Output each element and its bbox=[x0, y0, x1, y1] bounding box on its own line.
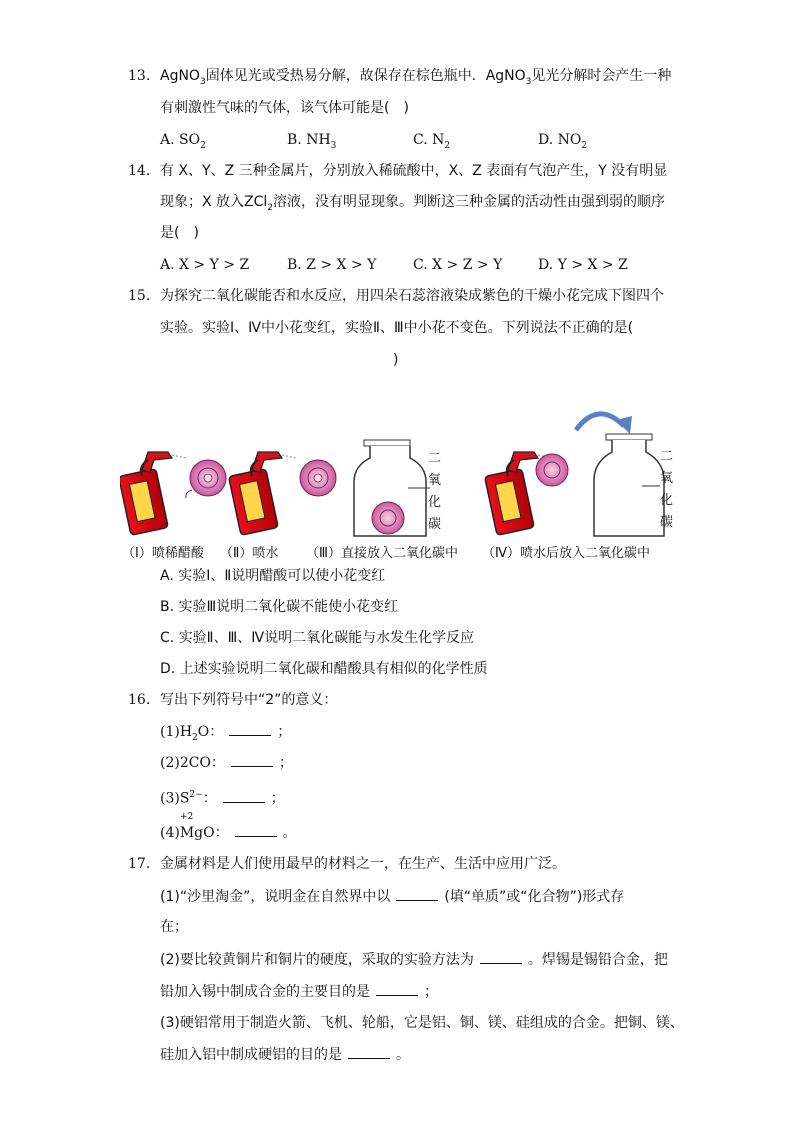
answer-blank[interactable] bbox=[480, 949, 522, 964]
q14-option-c[interactable]: C. X > Z > Y bbox=[413, 257, 503, 273]
gas-jar-icon bbox=[594, 434, 664, 536]
answer-blank[interactable] bbox=[223, 788, 265, 803]
q15-stem-line1: 为探究二氧化碳能否和水反应，用四朵石蕊溶液染成紫色的干燥小花完成下图四个 bbox=[160, 288, 664, 304]
q14-stem-line3: 是( ) bbox=[160, 225, 199, 241]
q14-option-a[interactable]: A. X > Y > Z bbox=[160, 257, 250, 273]
q15-option-b[interactable]: B. 实验Ⅲ说明二氧化碳不能使小花变红 bbox=[160, 599, 399, 615]
bottle-label-char: 碳 bbox=[428, 517, 442, 532]
bottle-label-char: 氧 bbox=[660, 471, 674, 486]
q14-option-d[interactable]: D. Y > X > Z bbox=[538, 257, 628, 273]
q15-option-d[interactable]: D. 上述实验说明二氧化碳和醋酸具有相似的化学性质 bbox=[160, 661, 488, 677]
question-number: 14. bbox=[128, 163, 151, 179]
q17-part1-line2: 在； bbox=[160, 919, 188, 935]
answer-blank[interactable] bbox=[396, 886, 438, 901]
q13-option-d[interactable]: D. $NO_2$ bbox=[538, 132, 588, 151]
valence-mark: +2 bbox=[180, 812, 194, 822]
q13-option-a[interactable]: A. $SO_2$ bbox=[160, 132, 206, 151]
flower-icon bbox=[536, 454, 568, 486]
q17-part2-line1: (2)要比较黄铜片和铜片的硬度，采取的实验方法为 。焊锡是锡铅合金，把 bbox=[160, 949, 668, 970]
spray-bottle-icon bbox=[229, 452, 296, 535]
q13-option-c[interactable]: C. $N_2$ bbox=[413, 132, 451, 151]
q15-stem-line2: 实验。实验Ⅰ、Ⅳ中小花变红，实验Ⅱ、Ⅲ中小花不变色。下列说法不正确的是( bbox=[160, 320, 634, 336]
answer-blank[interactable] bbox=[348, 1044, 390, 1059]
question-number: 17. bbox=[128, 856, 151, 872]
q16-item-1: $(1)H_2O$： ； bbox=[160, 721, 291, 748]
q16-item-2: (2)2CO： ； bbox=[160, 752, 293, 773]
experiment-figure bbox=[120, 400, 680, 540]
q14-option-b[interactable]: B. Z > X > Y bbox=[287, 257, 377, 273]
answer-blank[interactable] bbox=[235, 822, 277, 837]
q13-stem-line2: 有刺激性气味的气体，该气体可能是( ) bbox=[160, 100, 409, 116]
q17-part3-line2: 硅加入铝中制成硬铝的目的是 。 bbox=[160, 1044, 410, 1065]
q17-part2-line2: 铅加入锡中制成合金的主要目的是 ； bbox=[160, 981, 438, 1002]
answer-blank[interactable] bbox=[229, 721, 271, 736]
bottle-label-char: 二 bbox=[660, 449, 674, 464]
gas-jar-icon bbox=[354, 440, 430, 536]
q14-stem-line2: 现象；X 放入ZCl$_2$溶液，没有明显现象。判断这三种金属的活动性由强到弱的顺序 bbox=[160, 194, 666, 213]
q15-stem-line3: ) bbox=[393, 352, 399, 368]
q16-item-3: $(3)S^{2-}$： ； bbox=[160, 785, 285, 809]
q16-item-4: (4)MgO： 。 bbox=[160, 822, 297, 843]
q13-option-b[interactable]: B. $NH_3$ bbox=[287, 132, 337, 151]
flower-icon bbox=[300, 460, 336, 496]
bottle-label-char: 化 bbox=[428, 495, 442, 510]
q17-part1-line1: (1)“沙里淘金”，说明金在自然界中以 (填“单质”或“化合物”)形式存 bbox=[160, 886, 624, 907]
answer-blank[interactable] bbox=[231, 752, 273, 767]
figure-caption-iv: （Ⅳ）喷水后放入二氧化碳中 bbox=[482, 546, 650, 561]
figure-caption-iii: （Ⅲ）直接放入二氧化碳中 bbox=[306, 546, 458, 561]
bottle-label-char: 氧 bbox=[428, 473, 442, 488]
figure-caption-ii: （Ⅱ）喷水 bbox=[220, 546, 279, 561]
question-number: 16. bbox=[128, 692, 151, 708]
bottle-label-char: 碳 bbox=[660, 515, 674, 530]
flower-icon bbox=[186, 460, 226, 498]
q15-option-a[interactable]: A. 实验Ⅰ、Ⅱ说明醋酸可以使小花变红 bbox=[160, 568, 386, 584]
bottle-label-char: 二 bbox=[428, 451, 442, 466]
q13-stem-line1: AgNO$_3$固体见光或受热易分解，故保存在棕色瓶中．AgNO$_3$见光分解时会产生一种 bbox=[160, 68, 672, 87]
answer-blank[interactable] bbox=[376, 981, 418, 996]
question-number: 15. bbox=[128, 288, 151, 304]
q14-stem-line1: 有 X、Y、Z 三种金属片，分别放入稀硫酸中，X、Z 表面有气泡产生，Y 没有明显 bbox=[160, 163, 668, 179]
figure-caption-i: （Ⅰ）喷稀醋酸 bbox=[122, 546, 204, 561]
spray-bottle-icon bbox=[120, 452, 186, 535]
q16-stem: 写出下列符号中“2”的意义： bbox=[160, 692, 338, 708]
q17-part3-line1: (3)硬铝常用于制造火箭、飞机、轮船，它是铝、铜、镁、硅组成的合金。把铜、镁、 bbox=[160, 1015, 684, 1031]
q17-stem: 金属材料是人们使用最早的材料之一，在生产、生活中应用广泛。 bbox=[160, 856, 566, 872]
curved-arrow-icon bbox=[576, 414, 632, 434]
question-number: 13. bbox=[128, 68, 151, 84]
bottle-label-char: 化 bbox=[660, 493, 674, 508]
bottle-label-iii bbox=[428, 451, 441, 532]
q15-option-c[interactable]: C. 实验Ⅱ、Ⅲ、Ⅳ说明二氧化碳能与水发生化学反应 bbox=[160, 630, 475, 646]
